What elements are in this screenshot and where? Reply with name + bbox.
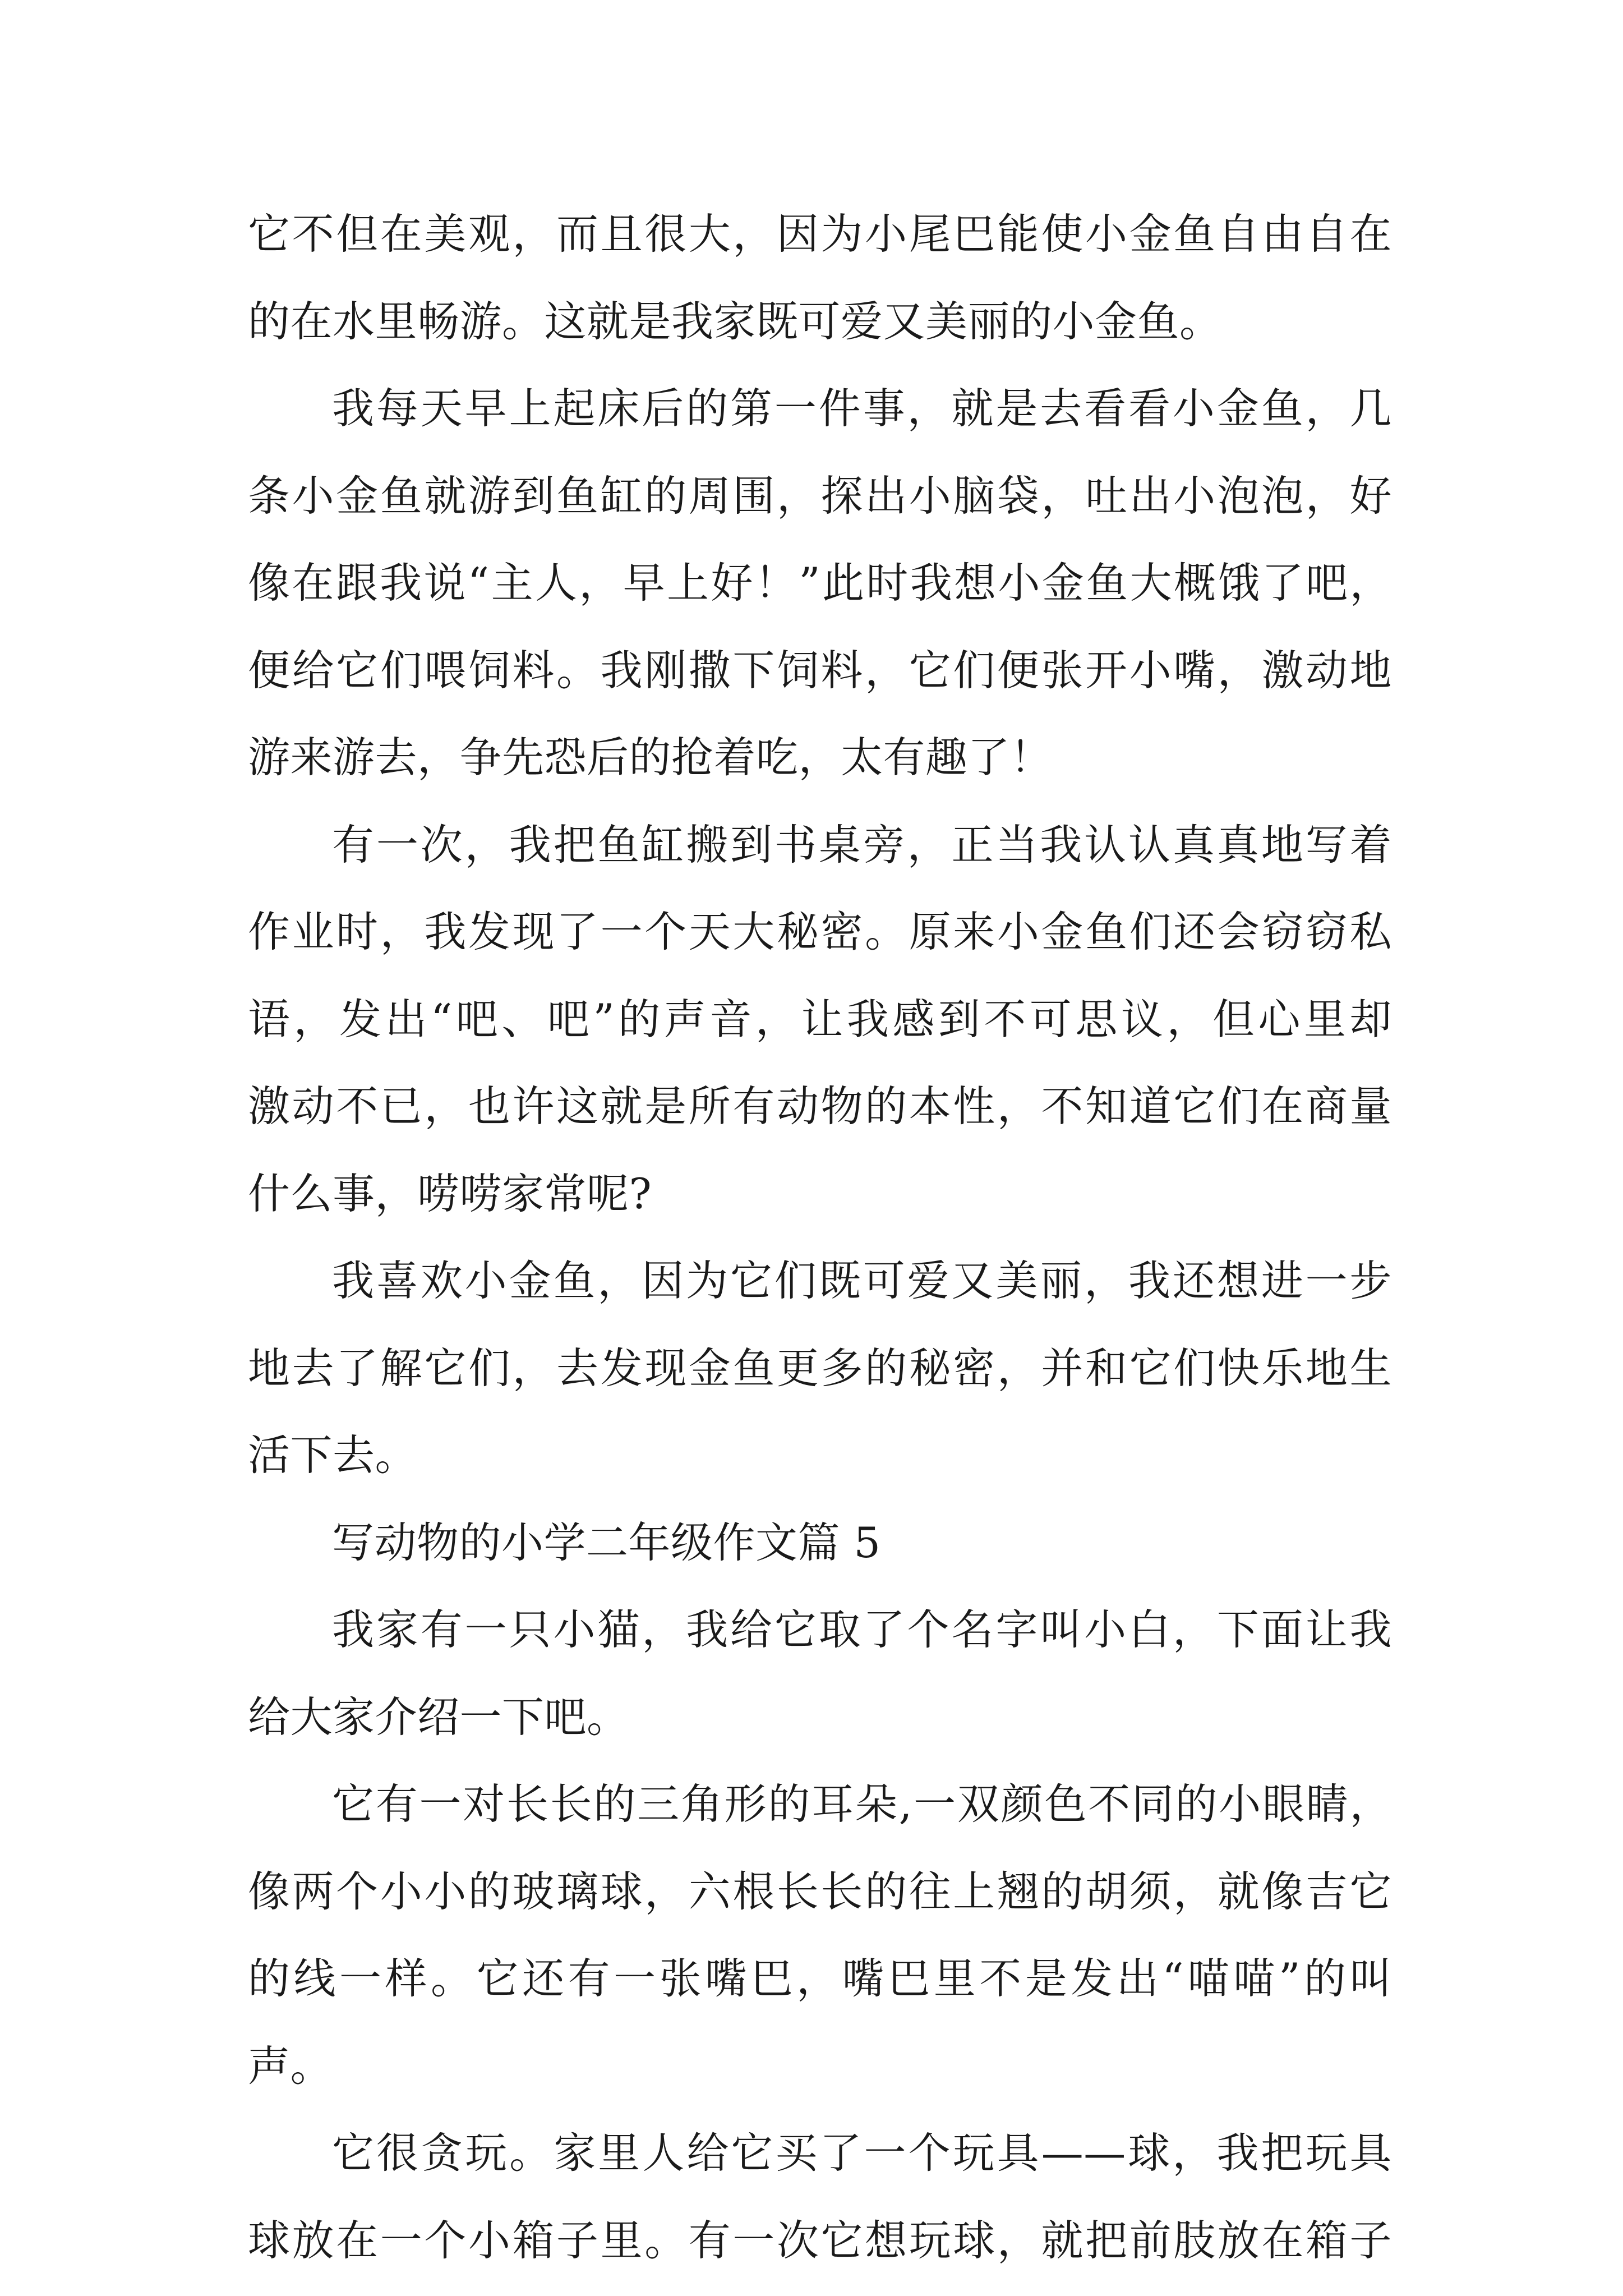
paragraph-morning-feeding — [248, 365, 1392, 802]
text-line: 语，发出“吧、吧”的声音，让我感到不可思议，但心里却 — [248, 994, 1392, 1044]
section-heading-text: 写动物的小学二年级作文篇 5 — [332, 1517, 881, 1567]
essay-body — [248, 191, 1392, 2284]
text-line: 有一次，我把鱼缸搬到书桌旁，正当我认认真真地写着 — [332, 820, 1392, 869]
text-line: 我家有一只小猫，我给它取了个名字叫小白，下面让我 — [332, 1605, 1392, 1654]
text-line: 条小金鱼就游到鱼缸的周围，探出小脑袋，吐出小泡泡，好 — [248, 471, 1392, 521]
text-line: 激动不已，也许这就是所有动物的本性，不知道它们在商量 — [248, 1082, 1392, 1131]
text-line: 声。 — [248, 2041, 333, 2091]
paragraph-goldfish-tail — [248, 191, 1392, 365]
text-line: 像两个小小的玻璃球，六根长长的往上翘的胡须，就像吉它 — [248, 1866, 1392, 1916]
text-line: 球放在一个小箱子里。有一次它想玩球，就把前肢放在箱子 — [248, 2215, 1392, 2265]
text-line: 什么事，唠唠家常呢? — [248, 1168, 652, 1218]
paragraph-secret-whisper — [248, 802, 1392, 1238]
text-line: 我每天早上起床后的第一件事，就是去看看小金鱼，几 — [332, 384, 1392, 433]
text-line: 它不但在美观，而且很大，因为小尾巴能使小金鱼自由自在 — [248, 209, 1392, 259]
text-line: 地去了解它们，去发现金鱼更多的秘密，并和它们快乐地生 — [248, 1343, 1392, 1393]
text-line: 它有一对长长的三角形的耳朵,一双颜色不同的小眼睛， — [332, 1779, 1392, 1829]
paragraph-like-goldfish — [248, 1237, 1392, 1499]
text-line: 它很贪玩。家里人给它买了一个玩具——球，我把玩具 — [332, 2128, 1392, 2178]
text-line: 活下去。 — [248, 1430, 418, 1480]
text-line: 游来游去，争先恐后的抢着吃，太有趣了！ — [248, 733, 1053, 782]
text-line: 我喜欢小金鱼，因为它们既可爱又美丽，我还想进一步 — [332, 1256, 1392, 1305]
text-line: 给大家介绍一下吧。 — [248, 1692, 629, 1742]
text-line: 的在水里畅游。这就是我家既可爱又美丽的小金鱼。 — [248, 296, 1222, 346]
text-line: 作业时，我发现了一个天大秘密。原来小金鱼们还会窃窃私 — [248, 907, 1392, 956]
text-line: 的线一样。它还有一张嘴巴，嘴巴里不是发出“喵喵”的叫 — [248, 1954, 1392, 2003]
text-line: 便给它们喂饲料。我刚撒下饲料，它们便张开小嘴，激动地 — [248, 645, 1392, 695]
paragraph-cat-intro — [248, 1586, 1392, 1761]
paragraph-cat-description — [248, 1761, 1392, 2110]
text-line: 像在跟我说“主人，早上好！”此时我想小金鱼大概饿了吧， — [248, 558, 1392, 608]
paragraph-cat-playful — [248, 2110, 1392, 2284]
section-heading — [248, 1499, 1392, 1587]
